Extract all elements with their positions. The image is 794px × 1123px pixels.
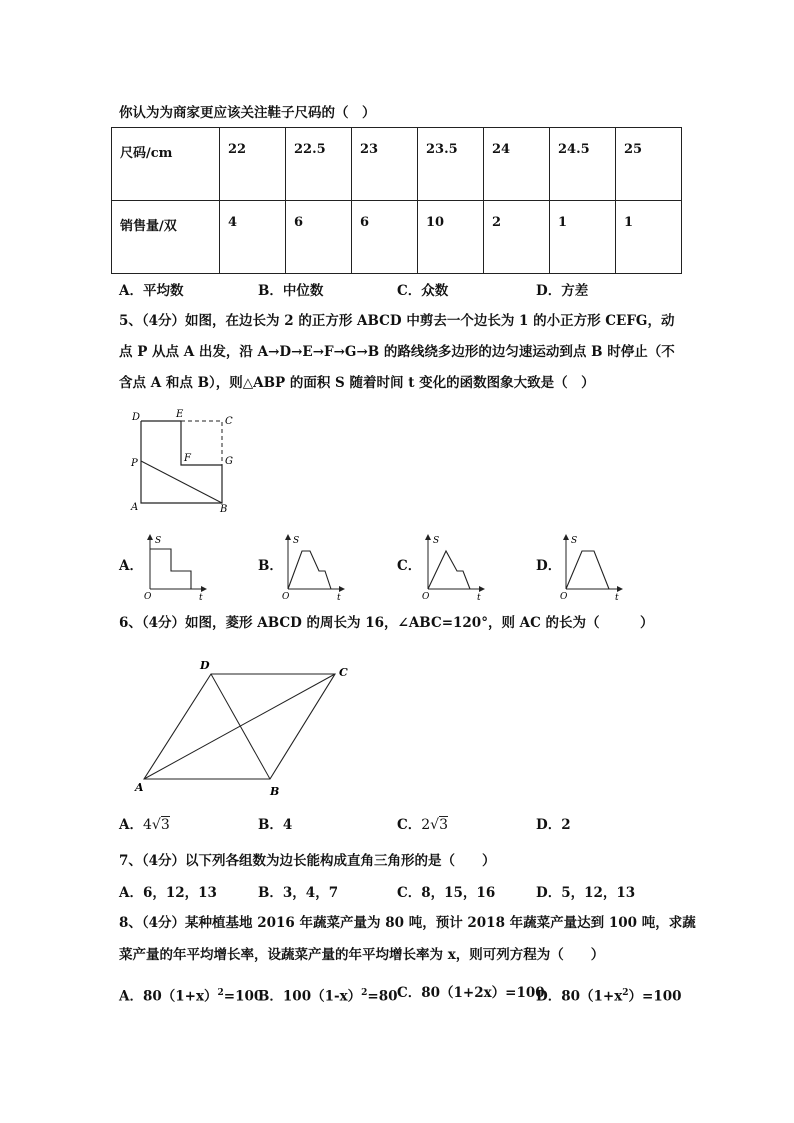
q8-option-d <box>536 984 682 1006</box>
axis-label-o: O <box>144 592 152 602</box>
q8-line-1: 8、（4分）某种植基地 2016 年蔬菜产量为 80 吨，预计 2018 年蔬菜产量达到 100 吨，求蔬 <box>119 915 696 931</box>
axis-label-t: t <box>615 593 619 603</box>
q7-option-d: D．5，12，13 <box>536 885 636 901</box>
q4-option-c: C．众数 <box>397 283 449 299</box>
axis-label-s: S <box>155 536 162 546</box>
label-b: B <box>220 504 228 515</box>
table-cell: 销售量/双 <box>112 201 220 274</box>
table-row <box>112 201 682 274</box>
sqrt-radicand: 3 <box>160 817 170 833</box>
graph-c-curve <box>428 551 470 589</box>
q7-line-1: 7、（4分）以下列各组数为边长能构成直角三角形的是（ ） <box>119 853 496 869</box>
q6-line-1: 6、（4分）如图，菱形 ABCD 的周长为 16，∠ABC=120°，则 AC 的长为（ ） <box>119 615 654 631</box>
q5-option-c-letter: C． <box>397 558 422 574</box>
graph-a-curve <box>150 549 191 589</box>
diagonal-bd <box>211 674 270 779</box>
exponent: 2 <box>361 988 368 998</box>
q4-option-b: B．中位数 <box>258 283 324 299</box>
q4-intro: 你认为为商家更应该关注鞋子尺码的（ ） <box>119 105 376 121</box>
q8-line-2: 菜产量的年平均增长率，设蔬菜产量的年平均增长率为 x，则可列方程为（ ） <box>119 947 605 963</box>
q5-square-figure <box>128 404 240 516</box>
q7-option-a: A．6，12，13 <box>119 885 217 901</box>
exponent: 2 <box>217 988 224 998</box>
table-row <box>112 128 682 201</box>
table-cell: 2 <box>484 201 550 274</box>
table-cell: 1 <box>616 201 682 274</box>
label-p: P <box>131 458 138 469</box>
sqrt-radicand: 3 <box>439 817 449 833</box>
option-text: B．100（1-x） <box>258 988 362 1005</box>
table-cell: 22 <box>220 128 286 201</box>
q5-option-b-letter: B． <box>258 558 283 574</box>
option-text: A．80（1+x） <box>119 988 218 1005</box>
option-text: =100 <box>223 988 264 1005</box>
axis-label-t: t <box>477 593 481 603</box>
q5-line-1: 5、（4分）如图，在边长为 2 的正方形 ABCD 中剪去一个边长为 1 的小正方形 CEFG，动 <box>119 313 675 329</box>
option-letter: A． <box>119 817 143 833</box>
label-a: A <box>135 781 144 794</box>
sqrt-sign-icon: √ <box>151 817 161 833</box>
table-cell: 10 <box>418 201 484 274</box>
diagonal-ac <box>144 674 335 779</box>
q6-option-a <box>119 816 170 834</box>
q7-option-b: B．3，4，7 <box>258 885 339 901</box>
segment-pb <box>141 461 222 503</box>
table-cell: 23 <box>352 128 418 201</box>
size-sales-table <box>111 127 682 274</box>
label-d: D <box>200 659 210 672</box>
cut-polygon <box>141 421 222 503</box>
label-e: E <box>176 409 184 420</box>
label-a: A <box>131 502 139 513</box>
axis-label-o: O <box>560 592 568 602</box>
axis-label-t: t <box>337 593 341 603</box>
axis-label-s: S <box>293 536 300 546</box>
graph-d-curve <box>566 551 609 589</box>
table-cell: 6 <box>352 201 418 274</box>
q5-graph-b <box>279 531 349 603</box>
q5-graph-a <box>141 531 211 603</box>
option-text: D．80（1+x <box>536 988 623 1005</box>
q8-option-a <box>119 984 263 1006</box>
label-g: G <box>225 456 233 467</box>
q6-option-b: B．4 <box>258 817 293 833</box>
q6-option-d: D．2 <box>536 817 571 833</box>
q5-line-2: 点 P 从点 A 出发，沿 A→D→E→F→G→B 的路线绕多边形的边匀速运动到点 B 时停止（不 <box>119 344 675 360</box>
table-cell: 尺码/cm <box>112 128 220 201</box>
label-b: B <box>270 785 280 798</box>
q6-option-c <box>397 816 448 834</box>
table-cell: 6 <box>286 201 352 274</box>
q8-option-c: C．80（1+2x）=100 <box>397 985 545 1001</box>
table-cell: 24 <box>484 128 550 201</box>
q6-rhombus-figure <box>128 652 358 804</box>
axis-label-t: t <box>199 593 203 603</box>
exponent: 2 <box>622 988 629 998</box>
option-text: =80 <box>367 988 398 1005</box>
label-c: C <box>225 416 233 427</box>
q8-option-b <box>258 984 398 1006</box>
sqrt-coefficient: 4 <box>142 817 152 833</box>
axis-label-s: S <box>433 536 440 546</box>
option-letter: C． <box>397 817 422 833</box>
table-cell: 23.5 <box>418 128 484 201</box>
q5-option-a-letter: A． <box>119 558 143 574</box>
table-cell: 22.5 <box>286 128 352 201</box>
option-text: ）=100 <box>628 988 682 1005</box>
table-cell: 25 <box>616 128 682 201</box>
q4-option-d: D．方差 <box>536 283 589 299</box>
q5-graph-c <box>419 531 489 603</box>
sqrt-sign-icon: √ <box>430 817 440 833</box>
label-c: C <box>339 666 348 679</box>
q4-option-a: A．平均数 <box>119 283 184 299</box>
sqrt-coefficient: 2 <box>421 817 431 833</box>
axis-label-o: O <box>282 592 290 602</box>
table-cell: 24.5 <box>550 128 616 201</box>
q5-option-d-letter: D． <box>536 558 562 574</box>
axis-label-s: S <box>571 536 578 546</box>
label-f: F <box>184 453 191 464</box>
q7-option-c: C．8，15，16 <box>397 885 496 901</box>
q5-line-3: 含点 A 和点 B），则△ABP 的面积 S 随着时间 t 变化的函数图象大致是（ ） <box>119 375 595 391</box>
table-cell: 1 <box>550 201 616 274</box>
label-d: D <box>132 412 141 423</box>
q5-graph-d <box>557 531 627 603</box>
axis-label-o: O <box>422 592 430 602</box>
table-cell: 4 <box>220 201 286 274</box>
graph-b-curve <box>288 551 331 589</box>
